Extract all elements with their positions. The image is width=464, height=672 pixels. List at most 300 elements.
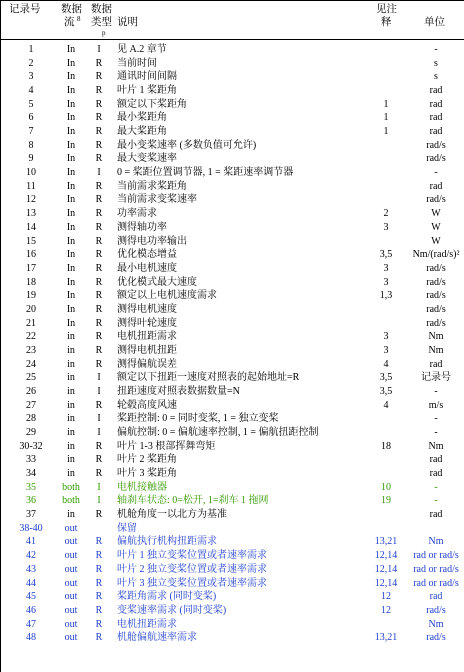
table-row (0, 358, 464, 372)
unit: Nm (428, 440, 444, 452)
table-row (0, 467, 464, 481)
description: 额定以上电机速度需求 (117, 290, 217, 302)
data-type: R (95, 71, 103, 83)
header-data-type-line1: 数据 (91, 4, 112, 15)
record-number: 11 (26, 180, 36, 192)
table-row (0, 330, 464, 344)
unit: rad (429, 468, 443, 480)
data-type: R (95, 126, 103, 138)
description: 变桨速率需求 (同时变桨) (117, 604, 227, 616)
record-number: 33 (26, 454, 36, 466)
data-flow: In (66, 276, 76, 288)
note-ref: 2 (383, 208, 389, 220)
unit: rad/s (426, 604, 446, 616)
unit: rad (429, 98, 443, 110)
unit: rad/s (426, 317, 446, 329)
data-type: R (95, 468, 103, 480)
data-flow: In (66, 194, 76, 206)
data-flow: in (67, 509, 75, 521)
description: 当前需求变桨速率 (117, 194, 197, 206)
data-type: R (95, 98, 103, 110)
record-number: 15 (26, 235, 36, 247)
header-description: 说明 (117, 17, 138, 28)
data-type: I (97, 481, 101, 493)
data-type: R (95, 440, 103, 452)
record-number: 37 (26, 509, 36, 521)
unit: W (431, 235, 441, 247)
unit: Nm (428, 536, 444, 548)
record-number: 21 (26, 317, 36, 329)
table-row (0, 125, 464, 139)
data-flow: in (67, 427, 75, 439)
table-row (0, 481, 464, 495)
record-number: 41 (26, 536, 36, 548)
record-number: 20 (26, 303, 36, 315)
data-flow: In (66, 303, 76, 315)
unit: s (434, 71, 438, 83)
description: 扭距速度对照表数据数量=N (117, 386, 240, 397)
data-flow: In (66, 180, 76, 192)
data-flow: In (66, 112, 76, 124)
unit: rad (429, 358, 443, 370)
record-number: 45 (26, 591, 36, 603)
record-number: 18 (26, 276, 36, 288)
description: 电机扭距需求 (117, 618, 177, 630)
description: 额定以下扭距一速度对照表的起始地址=R (117, 372, 300, 384)
unit: Nm (428, 344, 444, 356)
header-data-flow-footnote: 8 (77, 15, 81, 23)
data-flow: In (66, 208, 76, 220)
table-row (0, 248, 464, 262)
table-row (0, 84, 464, 98)
unit: rad (429, 126, 443, 138)
record-number: 6 (28, 112, 34, 124)
note-ref: 3 (383, 276, 389, 288)
description: 功率需求 (117, 208, 157, 220)
unit: - (434, 44, 438, 55)
note-ref: 3 (383, 331, 389, 343)
data-flow: out (64, 536, 78, 548)
unit: rad/s (426, 290, 446, 302)
data-type: R (95, 563, 103, 575)
record-number: 34 (26, 468, 36, 480)
table-row (0, 152, 464, 166)
record-number: 42 (26, 550, 36, 562)
record-number: 14 (26, 221, 36, 233)
note-ref: 4 (383, 358, 389, 370)
header-see-note-line1: 见注 (376, 4, 397, 15)
table-row (0, 590, 464, 604)
description: 叶片 1 独立变桨位置或者速率需求 (117, 550, 267, 562)
data-type: R (95, 208, 103, 220)
table-row (0, 399, 464, 413)
header-record-no: 记录号 (9, 4, 41, 15)
data-type: R (95, 591, 103, 603)
description: 当前需求桨距角 (117, 180, 187, 192)
data-flow: In (66, 85, 76, 97)
description: 见 A.2 章节 (117, 44, 167, 55)
data-type: I (97, 495, 101, 507)
unit: rad/s (426, 262, 446, 274)
description: 桨距控制: 0 = 同时变桨, 1 = 独立变桨 (117, 413, 279, 425)
unit: Nm (428, 618, 444, 630)
data-flow: out (64, 563, 78, 575)
unit: - (434, 386, 438, 397)
record-number: 9 (28, 153, 34, 165)
data-type: R (95, 509, 103, 521)
unit: - (434, 495, 438, 507)
description: 偏航执行机构扭距需求 (117, 536, 217, 548)
table-row (0, 180, 464, 194)
record-number: 48 (26, 632, 36, 644)
data-type: R (95, 536, 103, 548)
note-ref: 12 (381, 604, 391, 616)
data-flow: out (64, 522, 78, 534)
data-type: R (95, 399, 103, 411)
description: 偏航控制: 0 = 偏航速率控制, 1 = 偏航扭距控制 (117, 427, 319, 439)
record-number: 10 (26, 167, 36, 179)
note-ref: 3 (383, 262, 389, 274)
data-type: R (95, 112, 103, 124)
note-ref: 12 (381, 591, 391, 603)
table-row (0, 549, 464, 563)
table-row (0, 139, 464, 153)
note-ref: 18 (381, 440, 391, 452)
data-flow: In (66, 290, 76, 302)
table-row (0, 440, 464, 454)
table-row (0, 344, 464, 358)
table-row (0, 618, 464, 632)
header-data-flow-line2: 流 (64, 17, 75, 28)
table-row (0, 111, 464, 125)
description: 测得轴功率 (117, 221, 167, 233)
record-number: 23 (26, 344, 36, 356)
data-flow: out (64, 550, 78, 562)
record-number: 5 (28, 98, 34, 110)
data-flow: In (66, 235, 76, 247)
table-row (0, 426, 464, 440)
record-number: 36 (26, 495, 36, 507)
data-type: I (97, 386, 101, 397)
unit: rad (429, 509, 443, 521)
description: 测得电功率输出 (117, 235, 187, 247)
data-type: R (95, 604, 103, 616)
unit: rad/s (426, 194, 446, 206)
data-type: R (95, 221, 103, 233)
unit: Nm/(rad/s)² (412, 249, 460, 261)
record-number: 3 (28, 71, 34, 83)
note-ref: 12,14 (374, 563, 398, 575)
data-type: R (95, 550, 103, 562)
data-flow: out (64, 632, 78, 644)
data-flow: In (66, 126, 76, 138)
data-type: I (97, 413, 101, 425)
data-flow: in (67, 399, 75, 411)
table-row (0, 70, 464, 84)
data-type: I (97, 44, 101, 55)
note-ref: 1,3 (379, 290, 393, 302)
header-data-type-subscript: p (102, 29, 106, 37)
table-row (0, 535, 464, 549)
data-type: I (97, 372, 101, 384)
description: 最大变桨速率 (117, 153, 177, 165)
table-top-rule (0, 0, 464, 1)
data-flow: In (66, 44, 76, 55)
table-row (0, 577, 464, 591)
unit: rad (429, 454, 443, 466)
record-number: 35 (26, 481, 36, 493)
table-row (0, 235, 464, 249)
description: 最小电机速度 (117, 262, 177, 274)
unit: - (434, 413, 438, 425)
description: 测得电机扭距 (117, 344, 177, 356)
data-flow: In (66, 71, 76, 83)
description: 轴刹车状态: 0=松开, 1=刹车 1 拖网 (117, 495, 269, 507)
record-number: 25 (26, 372, 36, 384)
table-row (0, 221, 464, 235)
unit: W (431, 221, 441, 233)
description: 叶片 2 桨距角 (117, 454, 177, 466)
record-number: 22 (26, 331, 36, 343)
note-ref: 19 (381, 495, 391, 507)
data-flow: in (67, 344, 75, 356)
note-ref: 3 (383, 221, 389, 233)
data-type: R (95, 618, 103, 630)
unit: rad or rad/s (413, 550, 459, 562)
data-type: I (97, 427, 101, 439)
header-see-note-line2: 释 (381, 17, 392, 28)
unit: rad (429, 85, 443, 97)
note-ref: 12,14 (374, 550, 398, 562)
note-ref: 12,14 (374, 577, 398, 589)
description: 轮毂高度风速 (117, 399, 177, 411)
table-row (0, 508, 464, 522)
description: 电机接触器 (117, 481, 167, 493)
record-number: 29 (26, 427, 36, 439)
record-number: 26 (26, 386, 36, 397)
description: 优化模态增益 (117, 249, 177, 261)
record-number: 2 (28, 57, 34, 69)
data-type: R (95, 358, 103, 370)
data-flow: both (62, 495, 80, 507)
header-unit: 单位 (424, 17, 445, 28)
record-number: 38-40 (19, 522, 43, 534)
table-row (0, 289, 464, 303)
description: 电机扭距需求 (117, 331, 177, 343)
description: 当前时间 (117, 57, 157, 69)
data-type: R (95, 577, 103, 589)
unit: s (434, 57, 438, 69)
unit: rad/s (426, 303, 446, 315)
data-flow: In (66, 167, 76, 179)
data-flow: in (67, 413, 75, 425)
data-flow: in (67, 454, 75, 466)
data-flow: In (66, 153, 76, 165)
unit: rad/s (426, 153, 446, 165)
table-row (0, 604, 464, 618)
description: 最小变桨速率 (多数负值可允许) (117, 139, 257, 151)
note-ref: 3,5 (379, 249, 393, 261)
record-number: 46 (26, 604, 36, 616)
data-type: R (95, 139, 103, 151)
header-data-flow-line1: 数据 (61, 4, 82, 15)
record-number: 7 (28, 126, 34, 138)
data-type: R (95, 454, 103, 466)
unit: W (431, 208, 441, 220)
unit: rad (429, 112, 443, 124)
record-number: 4 (28, 85, 34, 97)
note-ref: 3 (383, 344, 389, 356)
unit: - (434, 481, 438, 493)
data-flow: In (66, 57, 76, 69)
record-number: 44 (26, 577, 36, 589)
data-type: R (95, 85, 103, 97)
note-ref: 1 (383, 126, 389, 138)
data-type: R (95, 344, 103, 356)
header-data-type-line2: 类型 (91, 17, 112, 28)
record-number: 17 (26, 262, 36, 274)
data-flow: both (62, 481, 80, 493)
table-row (0, 385, 464, 399)
data-type: R (95, 290, 103, 302)
record-number: 8 (28, 139, 34, 151)
note-ref: 1 (383, 112, 389, 124)
description: 额定以下桨距角 (117, 98, 187, 110)
data-flow: in (67, 386, 75, 397)
unit: rad/s (426, 139, 446, 151)
table-row (0, 371, 464, 385)
data-type: R (95, 235, 103, 247)
data-flow: out (64, 577, 78, 589)
data-type: R (95, 194, 103, 206)
unit: rad/s (426, 632, 446, 644)
data-type: R (95, 57, 103, 69)
data-flow: in (67, 440, 75, 452)
record-number: 43 (26, 563, 36, 575)
unit: rad or rad/s (413, 563, 459, 575)
description: 最小桨距角 (117, 112, 167, 124)
data-type: R (95, 317, 103, 329)
unit: rad (429, 591, 443, 603)
note-ref: 13,21 (374, 536, 398, 548)
data-type: R (95, 180, 103, 192)
unit: rad/s (426, 276, 446, 288)
description: 测得叶轮速度 (117, 317, 177, 329)
description: 机舱偏航速率需求 (117, 632, 197, 644)
table-row (0, 207, 464, 221)
record-number: 13 (26, 208, 36, 220)
description: 测得电机速度 (117, 303, 177, 315)
description: 叶片 3 独立变桨位置或者速率需求 (117, 577, 267, 589)
unit: rad (429, 180, 443, 192)
data-type: R (95, 303, 103, 315)
description: 最大桨距角 (117, 126, 167, 138)
data-flow: out (64, 604, 78, 616)
table-row (0, 57, 464, 71)
table-row (0, 563, 464, 577)
unit: m/s (428, 399, 444, 411)
description: 机舱角度一以北方为基准 (117, 509, 227, 521)
data-type: R (95, 153, 103, 165)
data-flow: In (66, 249, 76, 261)
unit: - (434, 427, 438, 439)
record-number: 1 (28, 44, 34, 55)
data-type: R (95, 262, 103, 274)
note-ref: 13,21 (374, 632, 398, 644)
unit: 记录号 (421, 372, 451, 384)
unit: rad or rad/s (413, 577, 459, 589)
data-type: R (95, 632, 103, 644)
note-ref: 1 (383, 98, 389, 110)
table-row (0, 631, 464, 645)
table-row (0, 166, 464, 180)
unit: Nm (428, 331, 444, 343)
record-number: 19 (26, 290, 36, 302)
record-number: 47 (26, 618, 36, 630)
data-flow: in (67, 358, 75, 370)
header-separator (0, 39, 464, 40)
table-row (0, 262, 464, 276)
data-flow: In (66, 317, 76, 329)
table-row (0, 453, 464, 467)
data-type: R (95, 249, 103, 261)
description: 桨距角需求 (同时变桨) (117, 591, 217, 603)
table-row (0, 303, 464, 317)
data-flow: In (66, 221, 76, 233)
table-row (0, 193, 464, 207)
note-ref: 4 (383, 399, 389, 411)
data-flow: In (66, 262, 76, 274)
data-type: I (97, 167, 101, 179)
note-ref: 3,5 (379, 386, 393, 397)
table-row (0, 317, 464, 331)
data-flow: out (64, 591, 78, 603)
unit: - (434, 167, 438, 179)
note-ref: 10 (381, 481, 391, 493)
table-row (0, 412, 464, 426)
data-flow: In (66, 98, 76, 110)
description: 叶片 2 独立变桨位置或者速率需求 (117, 563, 267, 575)
data-flow: in (67, 468, 75, 480)
table-row (0, 276, 464, 290)
table-row (0, 98, 464, 112)
description: 通讯时间间隔 (117, 71, 177, 83)
data-type: R (95, 276, 103, 288)
record-number: 27 (26, 399, 36, 411)
table-row (0, 43, 464, 57)
description: 叶片 3 桨距角 (117, 468, 177, 480)
record-number: 28 (26, 413, 36, 425)
data-flow: out (64, 618, 78, 630)
table-row (0, 494, 464, 508)
record-number: 16 (26, 249, 36, 261)
description: 叶片 1-3 根部挥舞弯矩 (117, 440, 216, 452)
note-ref: 3,5 (379, 372, 393, 384)
data-flow: in (67, 331, 75, 343)
record-number: 30-32 (19, 440, 43, 452)
record-number: 12 (26, 194, 36, 206)
description: 保留 (117, 522, 137, 534)
description: 叶片 1 桨距角 (117, 85, 177, 97)
description: 测得偏航误差 (117, 358, 177, 370)
description: 优化模式最大速度 (117, 276, 197, 288)
data-type: R (95, 331, 103, 343)
description: 0 = 桨距位置调节器, 1 = 桨距速率调节器 (117, 167, 294, 179)
table-row (0, 522, 464, 536)
record-number: 24 (26, 358, 36, 370)
data-flow: in (67, 372, 75, 384)
data-flow: In (66, 139, 76, 151)
